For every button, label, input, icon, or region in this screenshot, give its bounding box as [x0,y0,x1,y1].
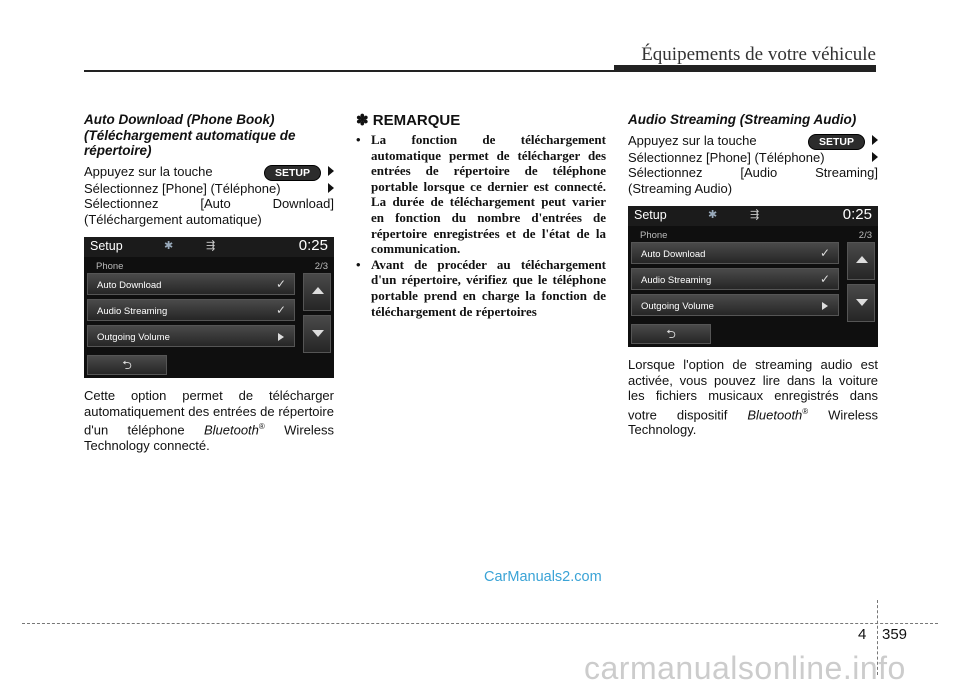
screen-item-outgoing-volume: Outgoing Volume [87,325,295,347]
usb-icon: ⇶ [750,209,760,221]
list-item: • Avant de procéder au téléchargement d'un répertoire, vérifiez que le téléphone portable prend en charge la fonction de téléchargement de répertoires [356,257,606,319]
bluetooth-icon: ✱ [164,240,174,252]
back-icon: ⮌ [87,355,167,375]
screen-item-audio-streaming: Audio Streaming ✓ [87,299,295,321]
remark-list [356,132,606,319]
arrow-right-icon [328,166,334,176]
check-icon: ✓ [819,246,830,260]
chapter-number: 4 [858,626,867,643]
column-remark [356,112,606,319]
setup-key-badge: SETUP [264,165,321,181]
instruction-paragraph: Appuyez sur la touche SETUP Sélectionnez [Phone] (Téléphone) Sélectionnez [Audio Streaming] (Streaming Audio) [628,133,878,196]
scroll-up-button [847,242,875,280]
screen-item-auto-download: Auto Download ✓ [87,273,295,295]
triangle-down-icon [856,299,868,306]
play-icon [278,333,284,341]
scroll-up-button [303,273,331,311]
section-heading-audio-streaming: Audio Streaming (Streaming Audio) [628,112,857,127]
setup-screen-image: Setup ✱ ⇶ 0:25 Phone 2/3 Auto Download ✓ Audio Streaming ✓ Outgoing Volume ⮌ [628,206,878,347]
check-icon: ✓ [819,272,830,286]
screen-item-auto-download: Auto Download ✓ [631,242,839,264]
scroll-down-button [847,284,875,322]
setup-key-badge: SETUP [808,134,865,150]
setup-screen-image: Setup ✱ ⇶ 0:25 Phone 2/3 Auto Download ✓ Audio Streaming ✓ Outgoing Volume ⮌ [84,237,334,378]
triangle-down-icon [312,330,324,337]
screen-item-outgoing-volume: Outgoing Volume [631,294,839,316]
watermark-link[interactable]: CarManuals2.com [484,569,602,585]
play-icon [822,302,828,310]
screen-item-audio-streaming: Audio Streaming ✓ [631,268,839,290]
arrow-right-icon [328,183,334,193]
footer-rule [22,623,938,624]
triangle-up-icon [856,256,868,263]
scroll-down-button [303,315,331,353]
section-heading-auto-download: Auto Download (Phone Book) (Téléchargement automatique de répertoire) [84,112,296,158]
header-rule-thick [614,65,876,72]
check-icon: ✓ [275,303,286,317]
check-icon: ✓ [275,277,286,291]
column-audio-streaming [628,112,878,438]
column-auto-download [84,112,334,453]
usb-icon: ⇶ [206,240,216,252]
arrow-right-icon [872,135,878,145]
watermark-text: carmanualsonline.info [584,650,906,686]
arrow-right-icon [872,152,878,162]
list-item: • La fonction de téléchargement automatique permet de télécharger des entrées de répertoire de téléphone portable lorsque ce dernier est connecté. La durée de téléchargement peut varier en fonction du nombre d'entrées de répertoire enregistrées et de l'état de la communication. [356,132,606,257]
triangle-up-icon [312,287,324,294]
description-paragraph: Lorsque l'option de streaming audio est activée, vous pouvez lire dans la voiture les fichiers musicaux enregistrés dans votre dispositif Bluetooth® Wireless Technology. [628,357,878,438]
remark-title: ✽ REMARQUE [356,112,461,129]
instruction-paragraph: Appuyez sur la touche SETUP Sélectionnez [Phone] (Téléphone) Sélectionnez [Auto Download] (Téléchargement automatique) [84,164,334,227]
page-number: 359 [882,626,908,643]
header-title: Équipements de votre véhicule [641,44,876,65]
description-paragraph: Cette option permet de télécharger automatiquement des entrées de répertoire d'un téléphone Bluetooth® Wireless Technology connecté. [84,388,334,453]
bluetooth-icon: ✱ [708,209,718,221]
back-icon: ⮌ [631,324,711,344]
